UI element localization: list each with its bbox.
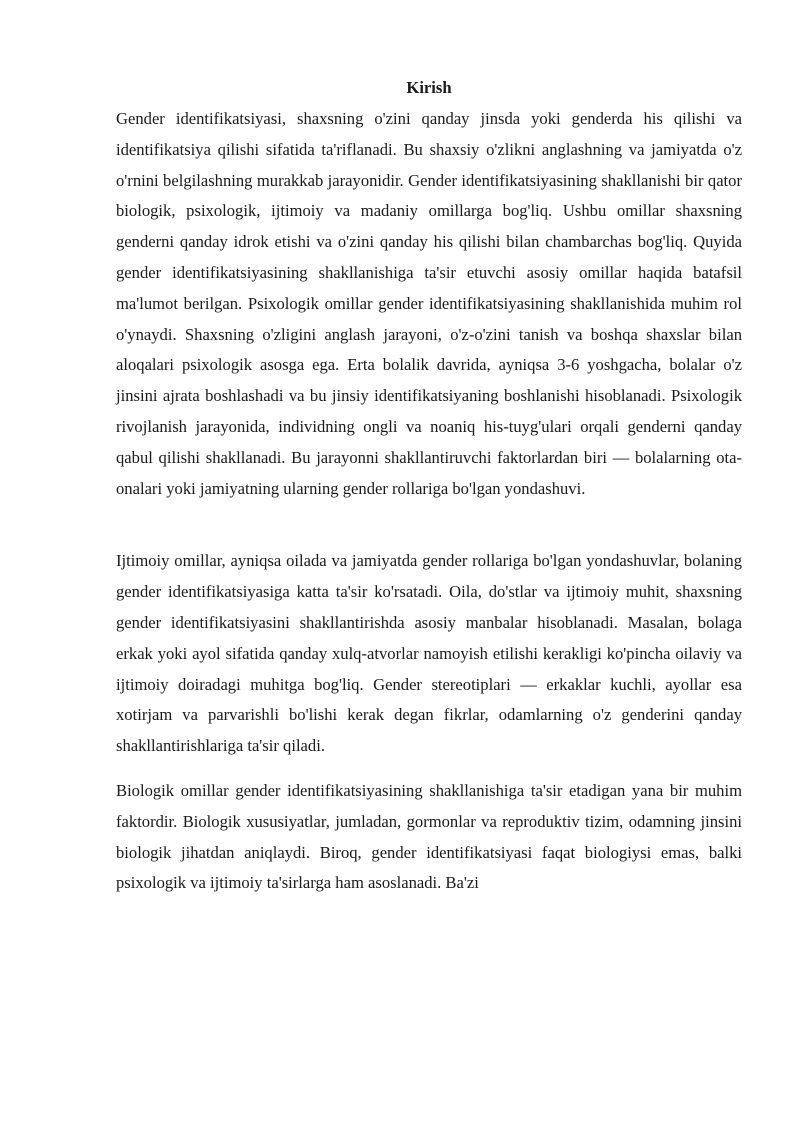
document-body (116, 74, 742, 899)
paragraph-1: Gender identifikatsiyasi, shaxsning o'zini qanday jinsda yoki genderda his qilishi va identifikatsiya qilishi sifatida ta'riflanadi. Bu shaxsiy o'zlikni anglashning va jamiyatda o'z o'rnini belgilashning murakkab jarayonidir. Gender identifikatsiyasining shakllanishi bir qator biologik, psixologik, ijtimoiy va madaniy omillarga bog'liq. Ushbu omillar shaxsning genderni qanday idrok etishi va o'zini qanday his qilishi bilan chambarchas bog'liq. Quyida gender identifikatsiyasining shakllanishiga ta'sir etuvchi asosiy omillar haqida batafsil ma'lumot berilgan. Psixologik omillar gender identifikatsiyasining shakllanishida muhim rol o'ynaydi. Shaxsning o'zligini anglash jarayoni, o'z-o'zini tanish va boshqa shaxslar bilan aloqalari psixologik asosga ega. Erta bolalik davrida, ayniqsa 3-6 yoshgacha, bolalar o'z jinsini ajrata boshlashadi va bu jinsiy identifikatsiyaning boshlanishi hisoblanadi. Psixologik rivojlanish jarayonida, individning ongli va noaniq his-tuyg'ulari orqali genderni qanday qabul qilishi shakllanadi. Bu jarayonni shakllantiruvchi faktorlardan biri — bolalarning ota-onalari yoki jamiyatning ularning gender rollariga bo'lgan yondashuvi. (116, 109, 742, 498)
page-title: Kirish (406, 78, 452, 97)
paragraph-2: Ijtimoiy omillar, ayniqsa oilada va jamiyatda gender rollariga bo'lgan yondashuvlar, bolaning gender identifikatsiyasiga katta ta'sir ko'rsatadi. Oila, do'stlar va ijtimoiy muhit, shaxsning gender identifikatsiyasini shakllantirishda asosiy manbalar hisoblanadi. Masalan, bolaga erkak yoki ayol sifatida qanday xulq-atvorlar namoyish etilishi kerakligi ko'pincha oilaviy va ijtimoiy doiradagi muhitga bog'liq. Gender stereotiplari — erkaklar kuchli, ayollar esa xotirjam va parvarishli bo'lishi kerak degan fikrlar, odamlarning o'z genderini qanday shakllantirishlariga ta'sir qiladi. (116, 551, 742, 756)
paragraph-3: Biologik omillar gender identifikatsiyasining shakllanishiga ta'sir etadigan yana bir muhim faktordir. Biologik xususiyatlar, jumladan, gormonlar va reproduktiv tizim, odamning jinsini biologik jihatdan aniqlaydi. Biroq, gender identifikatsiyasi faqat biologiysi emas, balki psixologik va ijtimoiy ta'sirlarga ham asoslanadi. Ba'zi (116, 780, 742, 893)
